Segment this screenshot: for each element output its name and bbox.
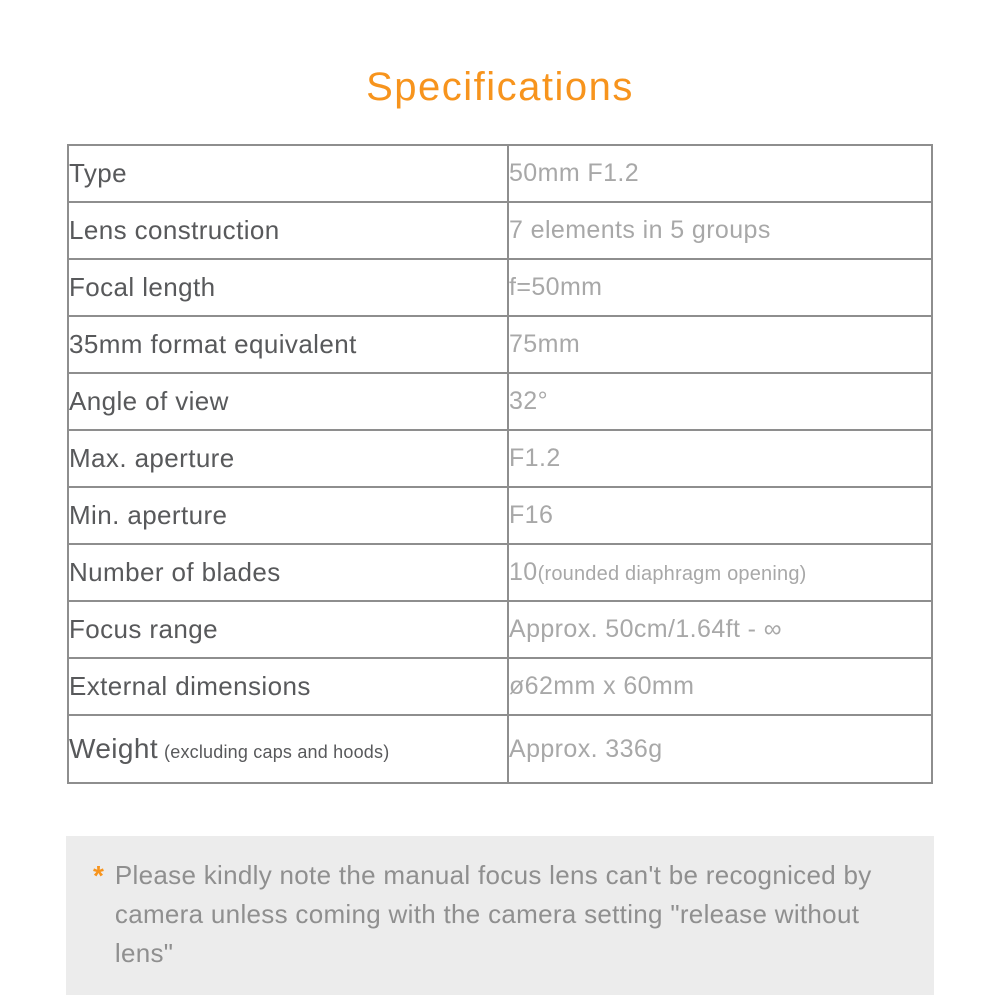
- table-row: [68, 544, 932, 601]
- spec-table: [67, 144, 933, 784]
- footnote-line-2: camera unless coming with the camera setting "release without lens": [114, 899, 860, 968]
- spec-label: Max. aperture: [69, 443, 235, 473]
- spec-label-cell: [68, 430, 508, 487]
- spec-value-cell: [508, 487, 932, 544]
- spec-label-cell: [68, 487, 508, 544]
- spec-value: 32°: [509, 387, 549, 415]
- spec-value-cell: [508, 601, 932, 658]
- table-row: [68, 316, 932, 373]
- spec-value: Approx. 50cm/1.64ft - ∞: [509, 615, 782, 643]
- spec-label-cell: [68, 715, 508, 783]
- page-title: Specifications: [366, 65, 634, 109]
- footnote: [66, 836, 934, 995]
- spec-value-cell: [508, 316, 932, 373]
- spec-value-note: (rounded diaphragm opening): [537, 563, 807, 585]
- spec-value-cell: [508, 430, 932, 487]
- spec-label: Focus range: [69, 614, 218, 644]
- spec-value: f=50mm: [509, 273, 603, 301]
- spec-label-cell: [68, 658, 508, 715]
- spec-value: 50mm F1.2: [509, 159, 640, 187]
- spec-value: ø62mm x 60mm: [509, 672, 695, 700]
- footnote-text: [115, 856, 910, 973]
- spec-label: 35mm format equivalent: [69, 329, 357, 359]
- spec-label: Angle of view: [69, 386, 229, 416]
- spec-value: F16: [509, 501, 554, 529]
- spec-value-cell: [508, 373, 932, 430]
- spec-label: Weight: [69, 733, 159, 764]
- spec-label-cell: [68, 202, 508, 259]
- spec-label: External dimensions: [69, 671, 311, 701]
- spec-label-cell: [68, 259, 508, 316]
- spec-label: Number of blades: [69, 557, 281, 587]
- spec-label: Focal length: [69, 272, 216, 302]
- table-row: [68, 658, 932, 715]
- spec-label-cell: [68, 316, 508, 373]
- footnote-line-1: Please kindly note the manual focus lens can't be recogniced by: [114, 860, 872, 890]
- spec-value-cell: [508, 544, 932, 601]
- table-row: [68, 487, 932, 544]
- spec-label-note: (excluding caps and hoods): [164, 742, 390, 762]
- spec-label-cell: [68, 373, 508, 430]
- spec-value: 7 elements in 5 groups: [509, 216, 771, 244]
- spec-value: Approx. 336g: [509, 734, 663, 763]
- table-row: [68, 259, 932, 316]
- table-row: [68, 145, 932, 202]
- spec-value-cell: [508, 658, 932, 715]
- spec-value-cell: [508, 715, 932, 783]
- spec-value-cell: [508, 145, 932, 202]
- spec-label: Lens construction: [69, 215, 280, 245]
- table-row: [68, 601, 932, 658]
- spec-label-cell: [68, 544, 508, 601]
- spec-label: Type: [69, 158, 127, 188]
- table-row: [68, 715, 932, 783]
- spec-value: F1.2: [509, 444, 561, 472]
- table-row: [68, 373, 932, 430]
- spec-value: 75mm: [509, 330, 581, 358]
- table-row: [68, 202, 932, 259]
- spec-value-cell: [508, 202, 932, 259]
- spec-label-cell: [68, 601, 508, 658]
- asterisk-marker: *: [93, 860, 104, 891]
- spec-label-cell: [68, 145, 508, 202]
- spec-label: Min. aperture: [69, 500, 228, 530]
- table-row: [68, 430, 932, 487]
- spec-value: 10: [509, 558, 538, 586]
- spec-value-cell: [508, 259, 932, 316]
